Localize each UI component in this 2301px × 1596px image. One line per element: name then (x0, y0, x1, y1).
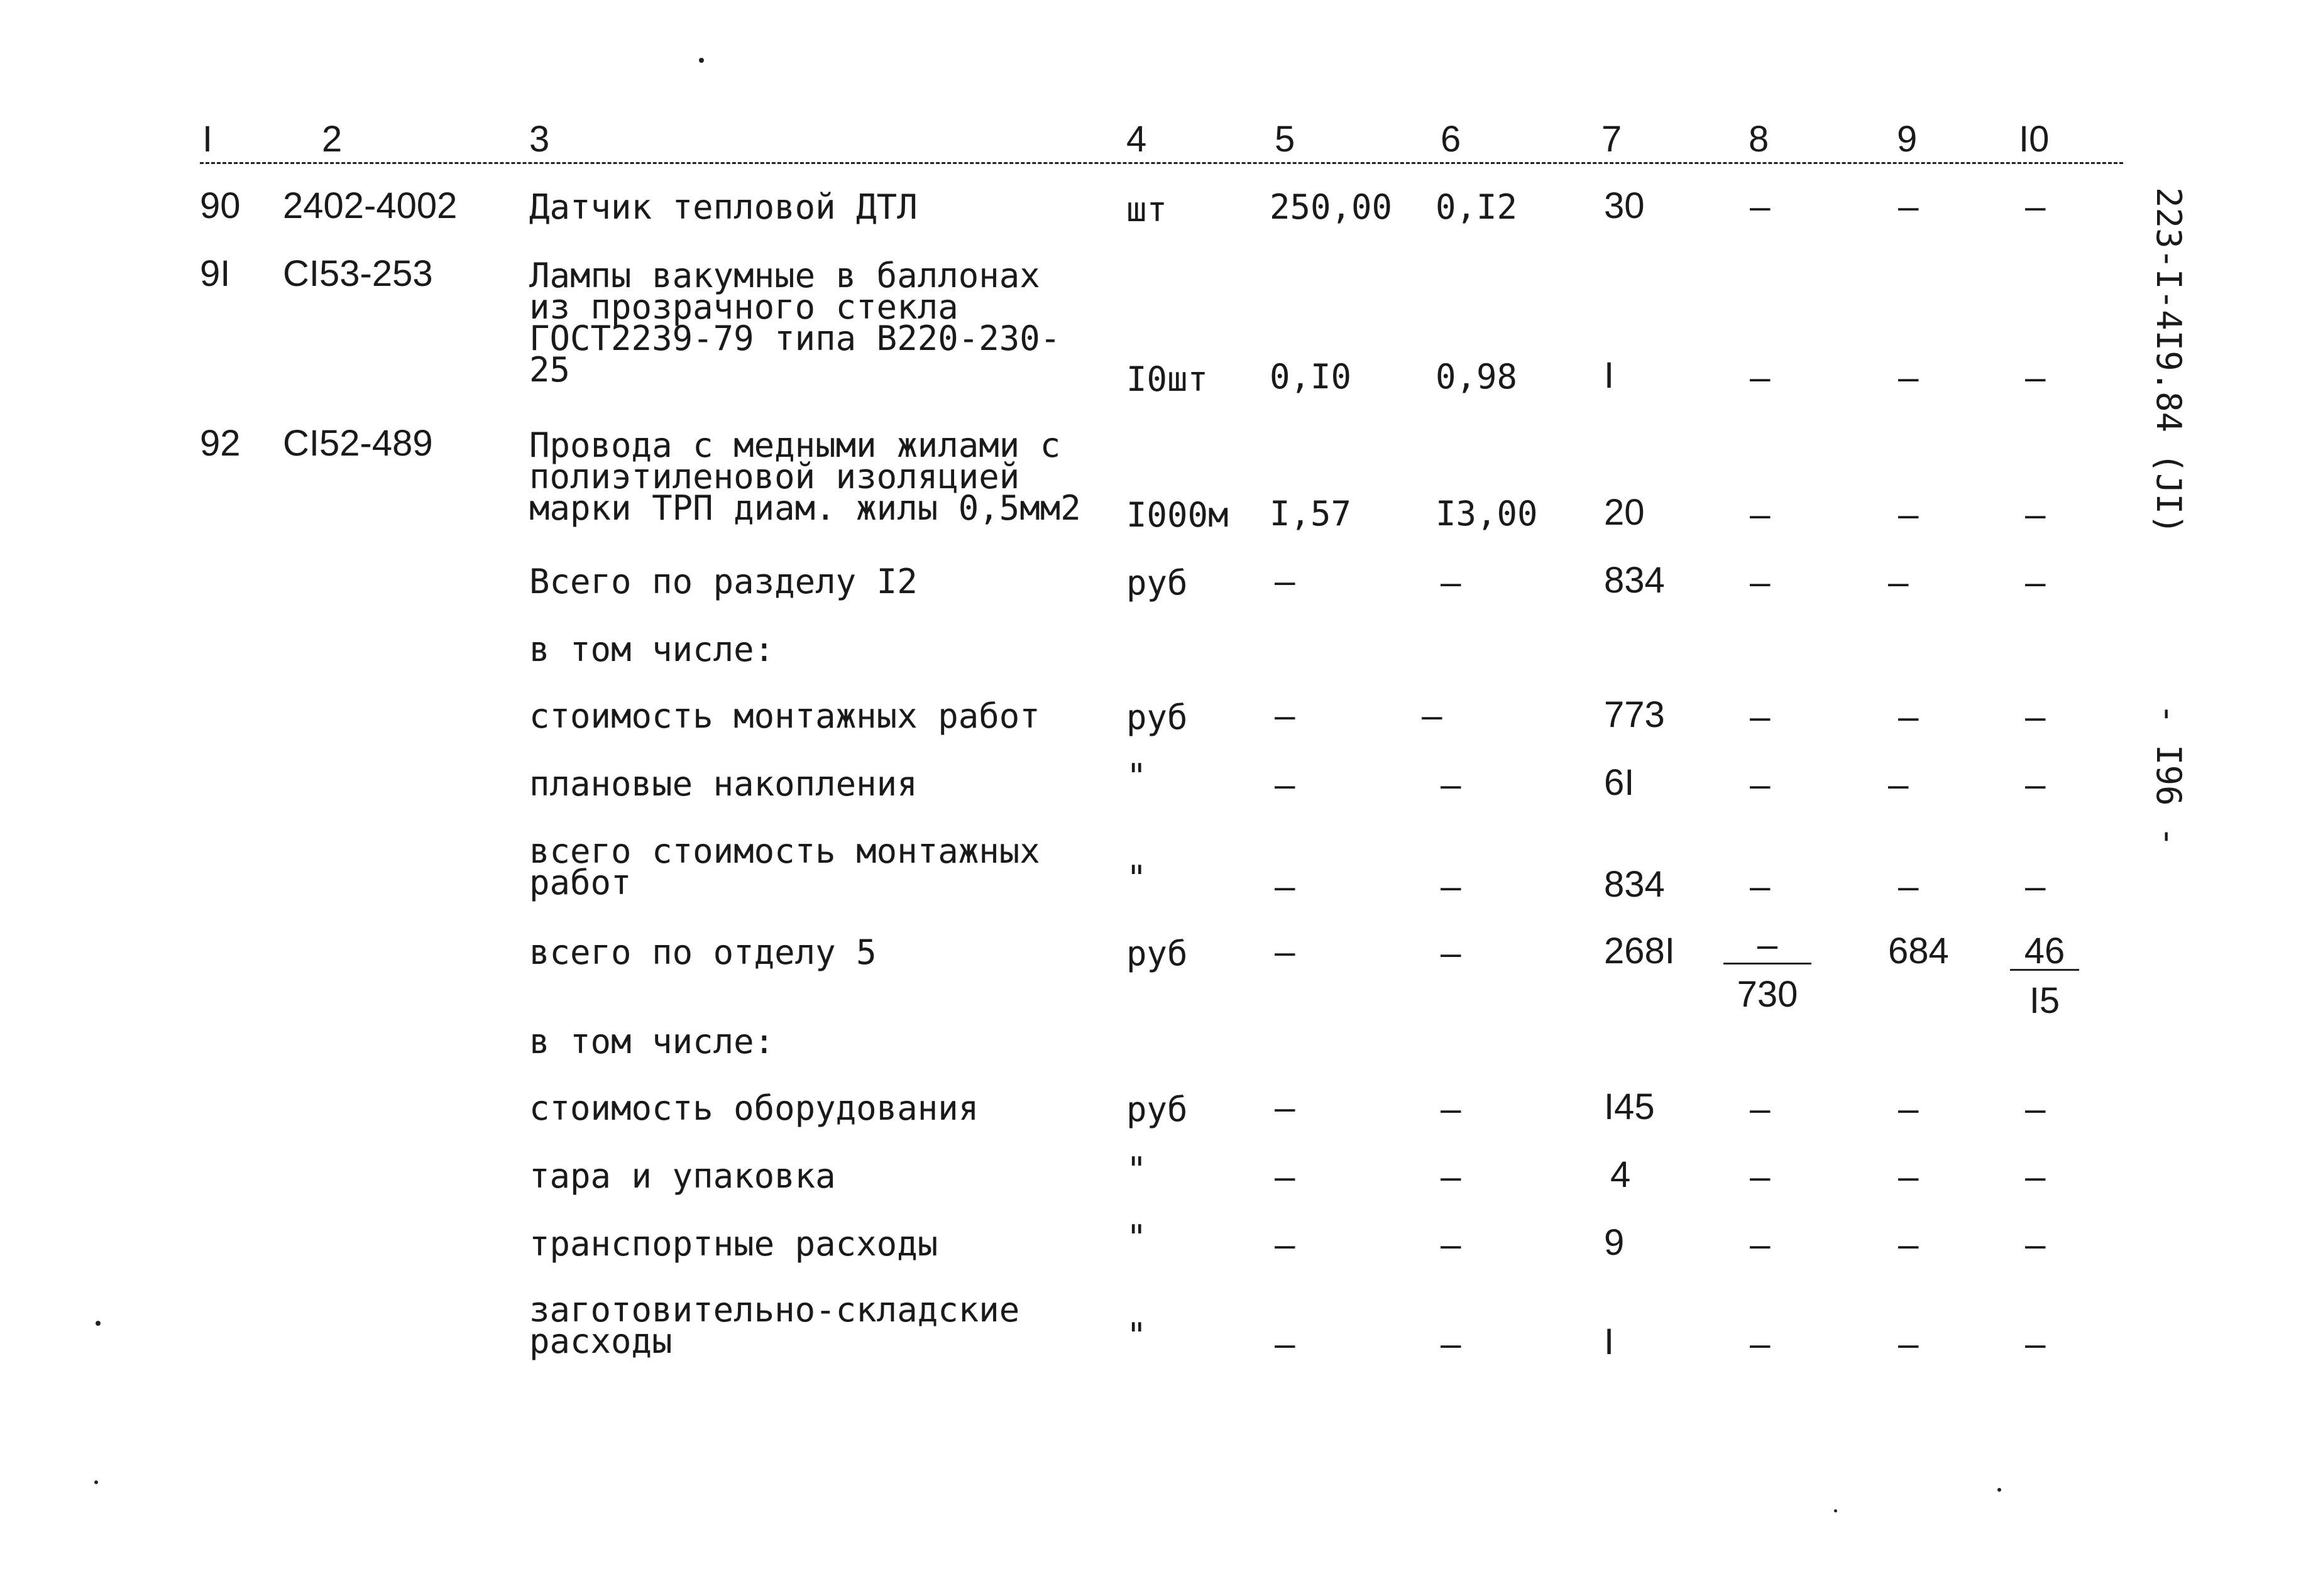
scan-speck (1834, 1509, 1837, 1512)
row-col10: – (2025, 187, 2046, 227)
scan-speck (699, 58, 704, 63)
row-col5: – (1275, 867, 1295, 907)
row-col10: – (2025, 1090, 2046, 1129)
scan-speck (1997, 1488, 2001, 1492)
row-col10: – (2025, 1325, 2046, 1364)
row-col7: 6I (1604, 762, 1635, 803)
row-name: стоимость монтажных работ (529, 696, 1040, 736)
row-col10: – (2025, 697, 2046, 737)
row-col7: I (1604, 1321, 1615, 1362)
row-col10: – (2025, 1225, 2046, 1265)
row-col7: 268I (1604, 931, 1675, 971)
header-col-3: 3 (529, 119, 550, 160)
header-col-5: 5 (1275, 119, 1295, 160)
row-col5: – (1275, 1225, 1295, 1265)
row-col9: – (1898, 1090, 1919, 1129)
row-col6: I3,00 (1436, 494, 1538, 533)
row-col6: – (1441, 867, 1461, 907)
row-col8: – (1750, 697, 1771, 737)
row-col8: – (1750, 1325, 1771, 1364)
row-col8: – (1750, 187, 1771, 227)
row-col5: – (1275, 765, 1295, 805)
row-col6: – (1422, 696, 1442, 736)
row-col7: 834 (1604, 560, 1665, 601)
row-name: всего по отделу 5 (529, 932, 877, 972)
row-col6: – (1441, 563, 1461, 603)
row-col5: – (1275, 1088, 1295, 1128)
row-unit: руб (1126, 934, 1188, 973)
header-col-4: 4 (1126, 119, 1147, 160)
row-col8: – (1750, 495, 1771, 535)
header-col-9: 9 (1897, 119, 1918, 160)
header-col-7: 7 (1601, 119, 1622, 160)
fraction-col10 (2010, 931, 2079, 1021)
row-code: CI53-253 (283, 253, 433, 294)
fraction-col8 (1723, 924, 1811, 1015)
row-col5: – (1275, 1325, 1295, 1364)
row-col10: – (2025, 1157, 2046, 1197)
row-unit: I0шт (1126, 359, 1209, 399)
row-name: транспортные расходы (529, 1224, 938, 1264)
row-col8: – (1750, 765, 1771, 805)
row-col5: – (1275, 696, 1295, 736)
row-col7: I (1604, 355, 1615, 396)
row-unit: " (1126, 858, 1147, 898)
row-name: всего стоимость монтажных работ (529, 831, 1040, 902)
row-number: 9I (200, 253, 231, 294)
row-name: Датчик тепловой ДТЛ (529, 187, 918, 227)
header-col-8: 8 (1749, 119, 1769, 160)
row-col10: – (2025, 765, 2046, 805)
row-col9: – (1898, 1157, 1919, 1197)
header-col-1: I (202, 119, 213, 160)
row-col5: – (1275, 1157, 1295, 1197)
row-name: в том числе: (529, 630, 775, 669)
row-col6: – (1441, 934, 1461, 973)
fraction-col8-numerator: – (1723, 927, 1811, 965)
header-col-2: 2 (322, 119, 343, 160)
row-name: плановые накопления (529, 764, 918, 804)
row-number: 92 (200, 423, 241, 464)
row-col9: – (1898, 867, 1919, 907)
row-col7: 4 (1610, 1154, 1631, 1195)
scan-speck (96, 1321, 101, 1326)
row-code: 2402-4002 (283, 185, 458, 226)
row-name: стоимость оборудования (529, 1088, 979, 1128)
row-col8: – (1750, 1225, 1771, 1265)
row-col9: – (1898, 697, 1919, 737)
row-unit: " (1126, 1150, 1147, 1189)
row-col5: – (1275, 932, 1295, 972)
row-col9: – (1888, 563, 1909, 603)
row-col9: – (1898, 358, 1919, 398)
row-col8: – (1750, 358, 1771, 398)
page-number: - I96 - (2149, 704, 2188, 847)
row-col10: – (2025, 563, 2046, 603)
row-name: Провода с медными жилами с полиэтиленовой изоляцией марки ТРП диам. жилы 0,5мм2 (529, 425, 1081, 528)
header-rule (200, 162, 2123, 164)
row-col6: – (1441, 765, 1461, 805)
row-col9: 684 (1888, 931, 1949, 971)
row-col9: – (1898, 1225, 1919, 1265)
row-code: CI52-489 (283, 423, 433, 464)
row-col10: – (2025, 867, 2046, 907)
fraction-col8-denominator: 730 (1737, 974, 1798, 1015)
row-col8: – (1750, 563, 1771, 603)
row-unit: руб (1126, 697, 1188, 737)
row-col7: 20 (1604, 492, 1645, 533)
row-col7: 834 (1604, 864, 1665, 905)
row-number: 90 (200, 185, 241, 226)
row-name: тара и упаковка (529, 1156, 836, 1196)
row-col9: – (1898, 187, 1919, 227)
row-col6: 0,I2 (1436, 187, 1518, 227)
row-unit: I000м (1126, 495, 1229, 535)
row-unit: руб (1126, 563, 1188, 603)
row-col8: – (1750, 1157, 1771, 1197)
row-unit: шт (1126, 190, 1168, 229)
row-unit: " (1126, 757, 1147, 796)
row-col10: – (2025, 495, 2046, 535)
row-col6: 0,98 (1436, 357, 1518, 396)
row-col5: – (1275, 562, 1295, 601)
row-col7: 773 (1604, 694, 1665, 735)
fraction-col10-denominator: I5 (2029, 980, 2060, 1021)
row-col6: – (1441, 1090, 1461, 1129)
row-col8: – (1750, 1090, 1771, 1129)
row-col8: – (1750, 867, 1771, 907)
row-unit: " (1126, 1316, 1147, 1355)
row-col7: 9 (1604, 1222, 1625, 1263)
row-unit: " (1126, 1218, 1147, 1257)
header-col-6: 6 (1441, 119, 1461, 160)
scan-speck (94, 1480, 98, 1484)
row-col6: – (1441, 1325, 1461, 1364)
document-code: 223-I-4I9.84 (JI) (2149, 187, 2188, 535)
row-name: в том числе: (529, 1022, 775, 1061)
header-col-10: I0 (2019, 119, 2050, 160)
row-col10: – (2025, 358, 2046, 398)
row-col5: I,57 (1270, 494, 1352, 533)
row-col7: 30 (1604, 185, 1645, 226)
row-col7: I45 (1604, 1086, 1655, 1127)
row-col9: – (1888, 765, 1909, 805)
row-name: заготовительно-складские расходы (529, 1290, 1020, 1361)
row-col6: – (1441, 1225, 1461, 1265)
fraction-col10-numerator: 46 (2010, 934, 2079, 971)
row-col9: – (1898, 1325, 1919, 1364)
row-col6: – (1441, 1157, 1461, 1197)
row-col5: 0,I0 (1270, 357, 1352, 396)
row-name: Всего по разделу I2 (529, 562, 918, 601)
row-col5: 250,00 (1270, 187, 1393, 227)
row-col9: – (1898, 495, 1919, 535)
row-name: Лампы вакумные в баллонах из прозрачного стекла ГОСТ2239-79 типа В220-230- 25 (529, 256, 1061, 390)
row-unit: руб (1126, 1090, 1188, 1129)
